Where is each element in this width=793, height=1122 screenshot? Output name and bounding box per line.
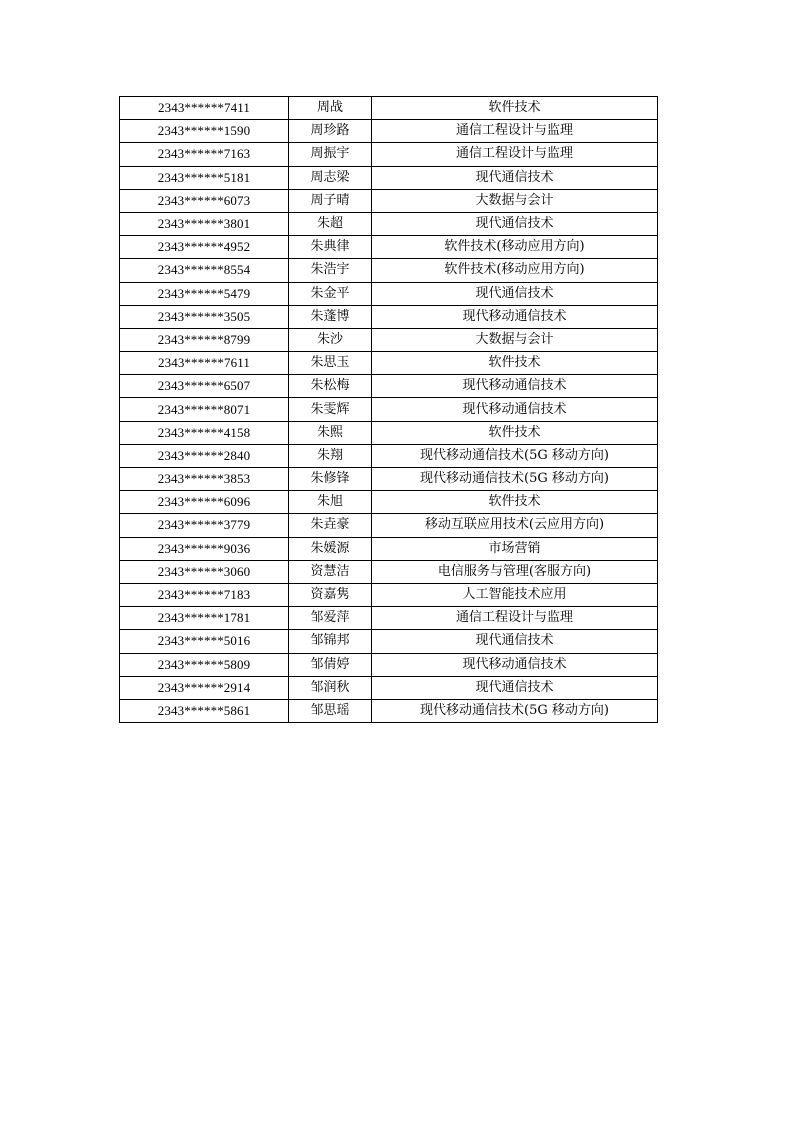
- major-cell: 现代通信技术: [372, 166, 658, 189]
- student-id-cell: 2343******3853: [120, 468, 289, 491]
- table-row: [120, 607, 658, 630]
- student-name-cell: 邹锦邦: [289, 630, 372, 653]
- table-row: [120, 398, 658, 421]
- student-name-cell: 朱修锋: [289, 468, 372, 491]
- student-name-cell: 朱思玉: [289, 352, 372, 375]
- major-cell: 现代移动通信技术(5G 移动方向): [372, 468, 658, 491]
- table-row: [120, 166, 658, 189]
- roster-body: [120, 97, 658, 723]
- major-cell: 现代通信技术: [372, 630, 658, 653]
- major-cell: 软件技术(移动应用方向): [372, 259, 658, 282]
- student-name-cell: 朱沙: [289, 328, 372, 351]
- major-cell: 通信工程设计与监理: [372, 607, 658, 630]
- student-id-cell: 2343******1590: [120, 120, 289, 143]
- student-name-cell: 朱浩宇: [289, 259, 372, 282]
- student-name-cell: 周志梁: [289, 166, 372, 189]
- table-row: [120, 630, 658, 653]
- table-row: [120, 537, 658, 560]
- major-cell: 现代通信技术: [372, 282, 658, 305]
- table-row: [120, 352, 658, 375]
- student-id-cell: 2343******7183: [120, 583, 289, 606]
- student-id-cell: 2343******7163: [120, 143, 289, 166]
- student-id-cell: 2343******6073: [120, 189, 289, 212]
- major-cell: 现代移动通信技术(5G 移动方向): [372, 444, 658, 467]
- table-row: [120, 305, 658, 328]
- student-name-cell: 邹润秋: [289, 676, 372, 699]
- table-row: [120, 282, 658, 305]
- student-id-cell: 2343******2914: [120, 676, 289, 699]
- student-id-cell: 2343******3505: [120, 305, 289, 328]
- student-id-cell: 2343******3060: [120, 560, 289, 583]
- table-row: [120, 421, 658, 444]
- student-name-cell: 资慧洁: [289, 560, 372, 583]
- student-name-cell: 周子晴: [289, 189, 372, 212]
- student-name-cell: 周战: [289, 97, 372, 120]
- major-cell: 软件技术: [372, 97, 658, 120]
- student-id-cell: 2343******5016: [120, 630, 289, 653]
- major-cell: 通信工程设计与监理: [372, 143, 658, 166]
- student-name-cell: 周珍路: [289, 120, 372, 143]
- student-id-cell: 2343******2840: [120, 444, 289, 467]
- major-cell: 大数据与会计: [372, 189, 658, 212]
- student-name-cell: 朱松梅: [289, 375, 372, 398]
- student-id-cell: 2343******3801: [120, 212, 289, 235]
- major-cell: 现代移动通信技术(5G 移动方向): [372, 699, 658, 722]
- major-cell: 通信工程设计与监理: [372, 120, 658, 143]
- student-name-cell: 朱金平: [289, 282, 372, 305]
- major-cell: 现代移动通信技术: [372, 305, 658, 328]
- table-row: [120, 259, 658, 282]
- student-id-cell: 2343******6096: [120, 491, 289, 514]
- table-row: [120, 236, 658, 259]
- student-id-cell: 2343******9036: [120, 537, 289, 560]
- major-cell: 软件技术: [372, 491, 658, 514]
- student-name-cell: 朱垚豪: [289, 514, 372, 537]
- major-cell: 电信服务与管理(客服方向): [372, 560, 658, 583]
- table-row: [120, 491, 658, 514]
- major-cell: 软件技术(移动应用方向): [372, 236, 658, 259]
- student-id-cell: 2343******4158: [120, 421, 289, 444]
- student-id-cell: 2343******8554: [120, 259, 289, 282]
- major-cell: 软件技术: [372, 421, 658, 444]
- table-row: [120, 97, 658, 120]
- student-name-cell: 邹爱萍: [289, 607, 372, 630]
- table-row: [120, 583, 658, 606]
- student-id-cell: 2343******5809: [120, 653, 289, 676]
- student-roster-table: [119, 96, 658, 723]
- major-cell: 现代移动通信技术: [372, 398, 658, 421]
- table-row: [120, 468, 658, 491]
- table-row: [120, 514, 658, 537]
- student-name-cell: 邹倩婷: [289, 653, 372, 676]
- student-id-cell: 2343******6507: [120, 375, 289, 398]
- student-name-cell: 朱典律: [289, 236, 372, 259]
- student-id-cell: 2343******5861: [120, 699, 289, 722]
- major-cell: 软件技术: [372, 352, 658, 375]
- table-row: [120, 676, 658, 699]
- student-name-cell: 朱翔: [289, 444, 372, 467]
- student-name-cell: 朱旭: [289, 491, 372, 514]
- student-id-cell: 2343******8799: [120, 328, 289, 351]
- table-row: [120, 560, 658, 583]
- major-cell: 现代通信技术: [372, 676, 658, 699]
- major-cell: 现代移动通信技术: [372, 375, 658, 398]
- table-row: [120, 375, 658, 398]
- major-cell: 现代通信技术: [372, 212, 658, 235]
- table-row: [120, 120, 658, 143]
- student-name-cell: 朱熙: [289, 421, 372, 444]
- student-id-cell: 2343******7611: [120, 352, 289, 375]
- student-name-cell: 资嘉隽: [289, 583, 372, 606]
- table-row: [120, 444, 658, 467]
- major-cell: 现代移动通信技术: [372, 653, 658, 676]
- table-row: [120, 143, 658, 166]
- student-id-cell: 2343******8071: [120, 398, 289, 421]
- student-name-cell: 朱雯辉: [289, 398, 372, 421]
- student-id-cell: 2343******3779: [120, 514, 289, 537]
- table-row: [120, 328, 658, 351]
- major-cell: 移动互联应用技术(云应用方向): [372, 514, 658, 537]
- student-id-cell: 2343******1781: [120, 607, 289, 630]
- major-cell: 大数据与会计: [372, 328, 658, 351]
- student-name-cell: 周振宇: [289, 143, 372, 166]
- student-id-cell: 2343******7411: [120, 97, 289, 120]
- student-id-cell: 2343******4952: [120, 236, 289, 259]
- student-id-cell: 2343******5479: [120, 282, 289, 305]
- student-name-cell: 朱媛源: [289, 537, 372, 560]
- table-row: [120, 212, 658, 235]
- table-row: [120, 189, 658, 212]
- major-cell: 人工智能技术应用: [372, 583, 658, 606]
- student-name-cell: 朱蓬博: [289, 305, 372, 328]
- major-cell: 市场营销: [372, 537, 658, 560]
- table-row: [120, 699, 658, 722]
- student-name-cell: 朱超: [289, 212, 372, 235]
- table-row: [120, 653, 658, 676]
- student-name-cell: 邹思瑶: [289, 699, 372, 722]
- student-id-cell: 2343******5181: [120, 166, 289, 189]
